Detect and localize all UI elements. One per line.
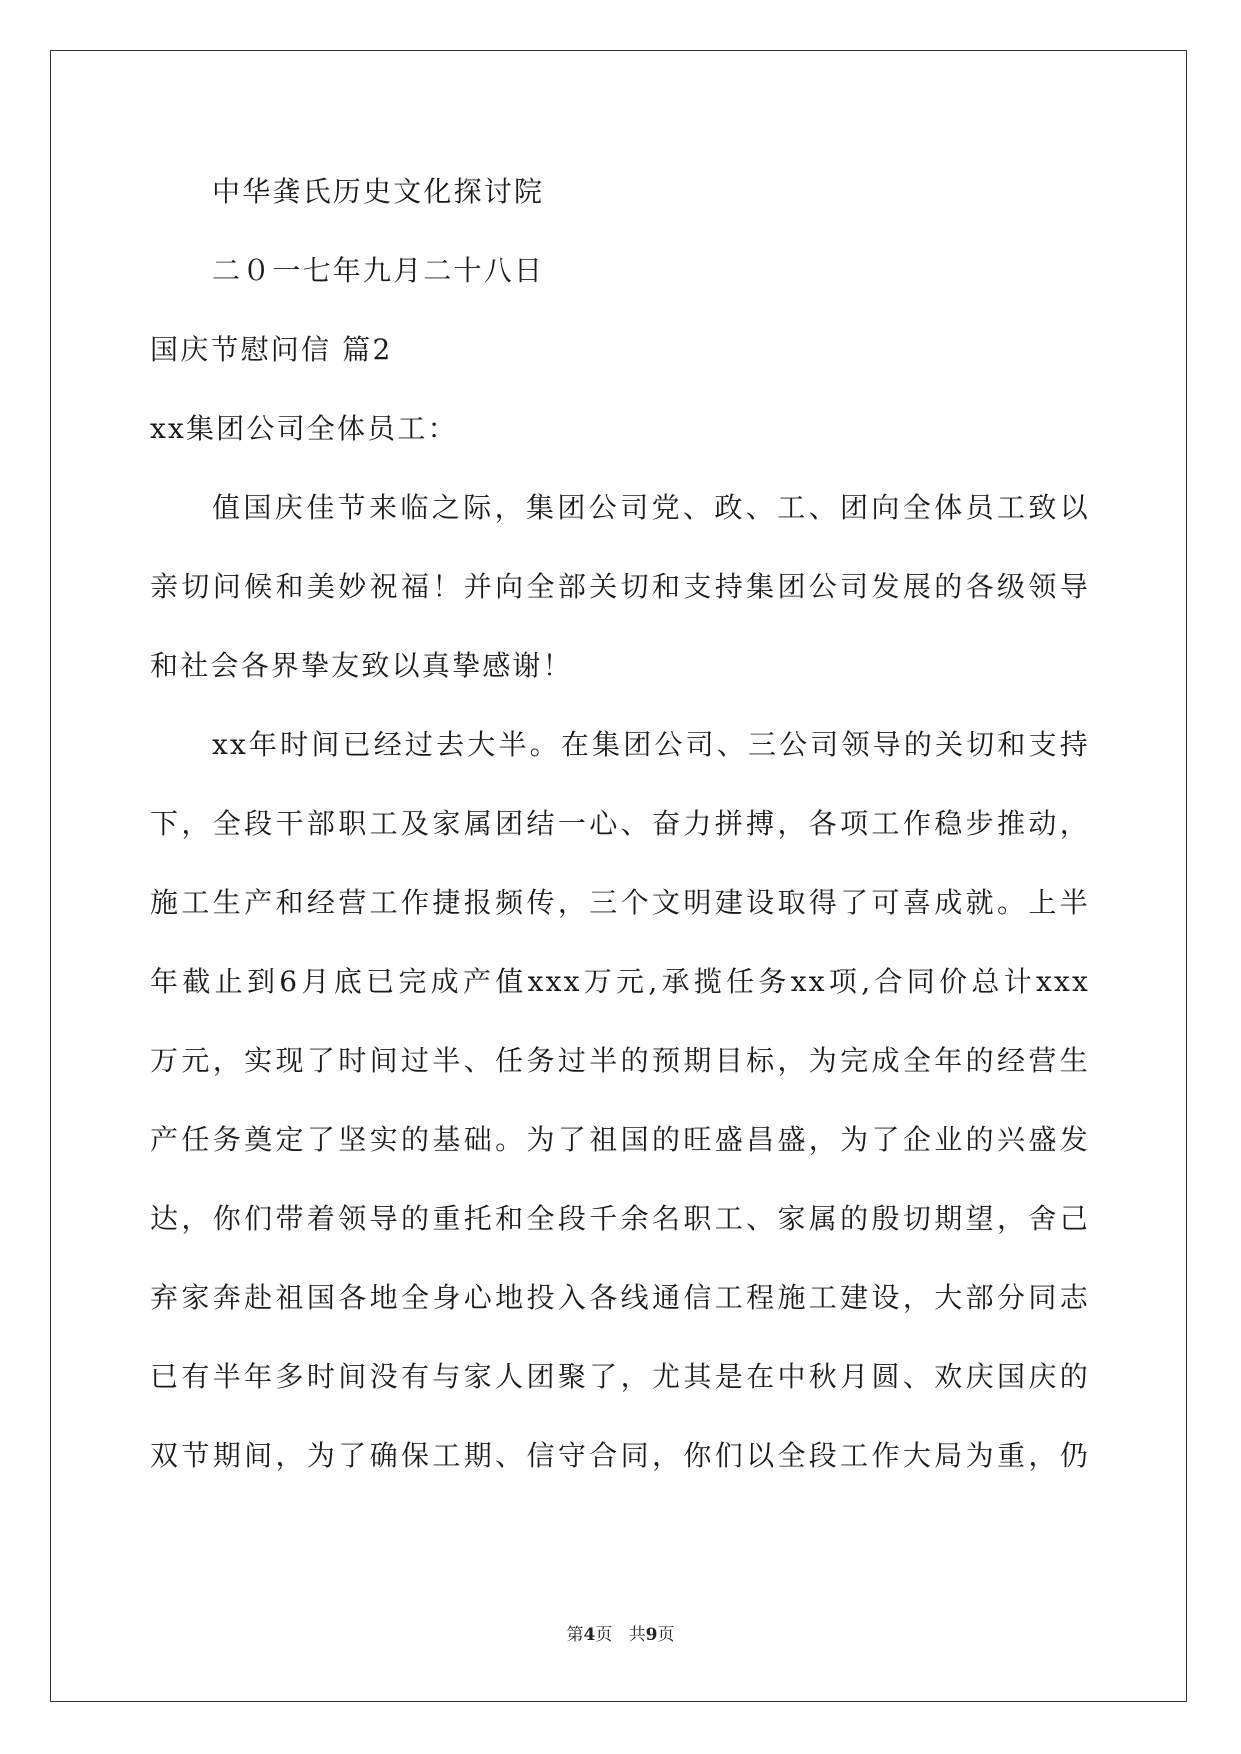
paragraph-line: 弃家奔赴祖国各地全身心地投入各线通信工程施工建设，大部分同志 <box>150 1281 1090 1314</box>
paragraph-line: 双节期间，为了确保工期、信守合同，你们以全段工作大局为重，仍 <box>150 1439 1090 1472</box>
paragraph-line: 值国庆佳节来临之际，集团公司党、政、工、团向全体员工致以 <box>212 491 1090 524</box>
paragraph-line: 施工生产和经营工作捷报频传，三个文明建设取得了可喜成就。上半 <box>150 886 1090 919</box>
document-body <box>150 152 1090 1495</box>
total-pages-number: 9 <box>645 1625 658 1645</box>
paragraph-line: 下，全段干部职工及家属团结一心、奋力拼搏，各项工作稳步推动， <box>150 807 1090 840</box>
paragraph-line: xx年时间已经过去大半。在集团公司、三公司领导的关切和支持 <box>212 728 1090 761</box>
paragraph-line: 达，你们带着领导的重托和全段千余名职工、家属的殷切期望，舍己 <box>150 1202 1090 1235</box>
footer-page-suffix: 页 <box>595 1625 613 1645</box>
current-page-number: 4 <box>583 1625 596 1645</box>
page-footer <box>0 1620 1241 1645</box>
signature-organization: 中华龚氏历史文化探讨院 <box>212 175 545 208</box>
paragraph-line: 和社会各界挚友致以真挚感谢！ <box>150 649 573 682</box>
paragraph-line: 已有半年多时间没有与家人团聚了，尤其是在中秋月圆、欢庆国庆的 <box>150 1360 1090 1393</box>
footer-total-suffix: 页 <box>657 1625 675 1645</box>
section-heading: 国庆节慰问信 篇2 <box>150 333 393 366</box>
footer-prefix: 第 <box>566 1625 584 1645</box>
paragraph-line: 产任务奠定了坚实的基础。为了祖国的旺盛昌盛，为了企业的兴盛发 <box>150 1123 1090 1156</box>
salutation: xx集团公司全体员工： <box>150 412 458 445</box>
paragraph-line: 万元，实现了时间过半、任务过半的预期目标，为完成全年的经营生 <box>150 1044 1090 1077</box>
paragraph-line: 年截止到6月底已完成产值xxx万元,承揽任务xx项,合同价总计xxx <box>150 965 1090 998</box>
footer-total-prefix: 共 <box>628 1625 646 1645</box>
signature-date: 二０一七年九月二十八日 <box>212 254 545 287</box>
paragraph-line: 亲切问候和美妙祝福！并向全部关切和支持集团公司发展的各级领导 <box>150 570 1090 603</box>
